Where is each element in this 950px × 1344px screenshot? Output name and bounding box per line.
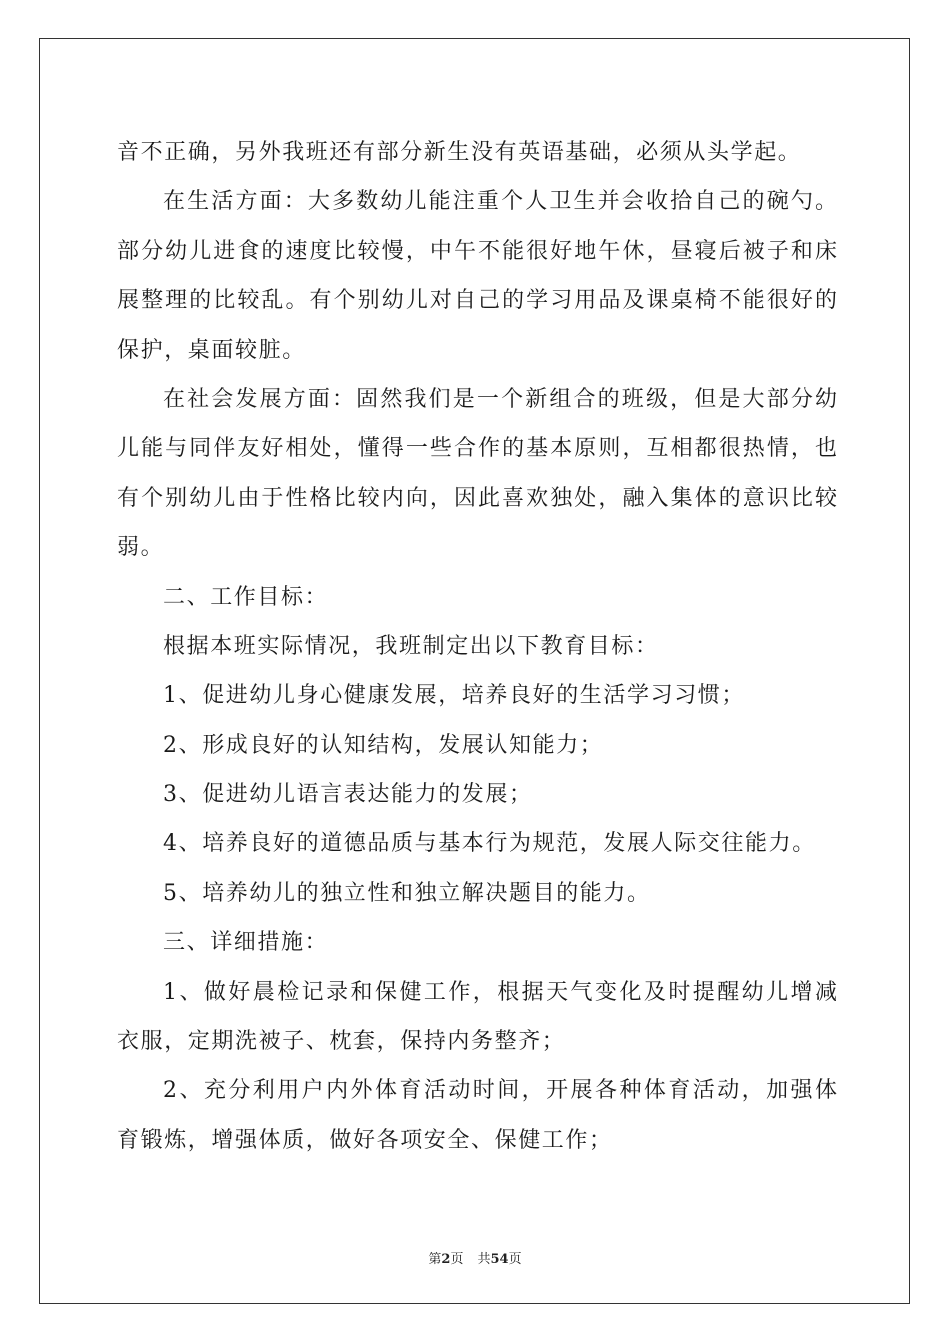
text-line: 在生活方面：大多数幼儿能注重个人卫生并会收拾自己的碗勺。 <box>163 189 837 215</box>
total-suffix: 页 <box>508 1252 522 1267</box>
page-suffix: 页 <box>450 1252 464 1267</box>
text-line: 二、工作目标： <box>163 584 329 610</box>
text-line: 根据本班实际情况，我班制定出以下教育目标： <box>163 633 659 659</box>
text-line: 有个别幼儿由于性格比较内向，因此喜欢独处，融入集体的意识比较 <box>117 485 837 511</box>
text-line: 3、促进幼儿语言表达能力的发展； <box>163 782 533 808</box>
text-line: 1、做好晨检记录和保健工作，根据天气变化及时提醒幼儿增减 <box>163 979 837 1005</box>
total-prefix: 共 <box>477 1252 491 1267</box>
text-line: 衣服，定期洗被子、枕套，保持内务整齐； <box>117 1029 566 1055</box>
text-line: 展整理的比较乱。有个别幼儿对自己的学习用品及课桌椅不能很好的 <box>117 288 837 314</box>
page-footer <box>0 1248 950 1267</box>
text-line: 2、充分利用户内外体育活动时间，开展各种体育活动，加强体 <box>163 1078 837 1104</box>
text-line: 4、培养良好的道德品质与基本行为规范，发展人际交往能力。 <box>163 831 816 857</box>
text-line: 音不正确，另外我班还有部分新生没有英语基础，必须从头学起。 <box>117 140 802 165</box>
text-line: 2、形成良好的认知结构，发展认知能力； <box>163 732 604 758</box>
text-line: 保护，桌面较脏。 <box>117 337 306 363</box>
text-line: 部分幼儿进食的速度比较慢，中午不能很好地午休，昼寝后被子和床 <box>117 238 837 264</box>
document-body <box>117 128 837 1165</box>
page-prefix: 第 <box>428 1252 442 1267</box>
text-line: 在社会发展方面：固然我们是一个新组合的班级，但是大部分幼 <box>163 386 837 412</box>
total-pages: 54 <box>490 1252 509 1267</box>
text-line: 5、培养幼儿的独立性和独立解决题目的能力。 <box>163 880 651 906</box>
page-number: 2 <box>441 1252 451 1267</box>
text-line: 1、促进幼儿身心健康发展，培养良好的生活学习习惯； <box>163 683 745 709</box>
text-line: 育锻炼，增强体质，做好各项安全、保健工作； <box>117 1127 613 1153</box>
text-line: 弱。 <box>117 535 165 561</box>
text-line: 儿能与同伴友好相处，懂得一些合作的基本原则，互相都很热情，也 <box>117 436 837 462</box>
text-line: 三、详细措施： <box>163 930 329 956</box>
